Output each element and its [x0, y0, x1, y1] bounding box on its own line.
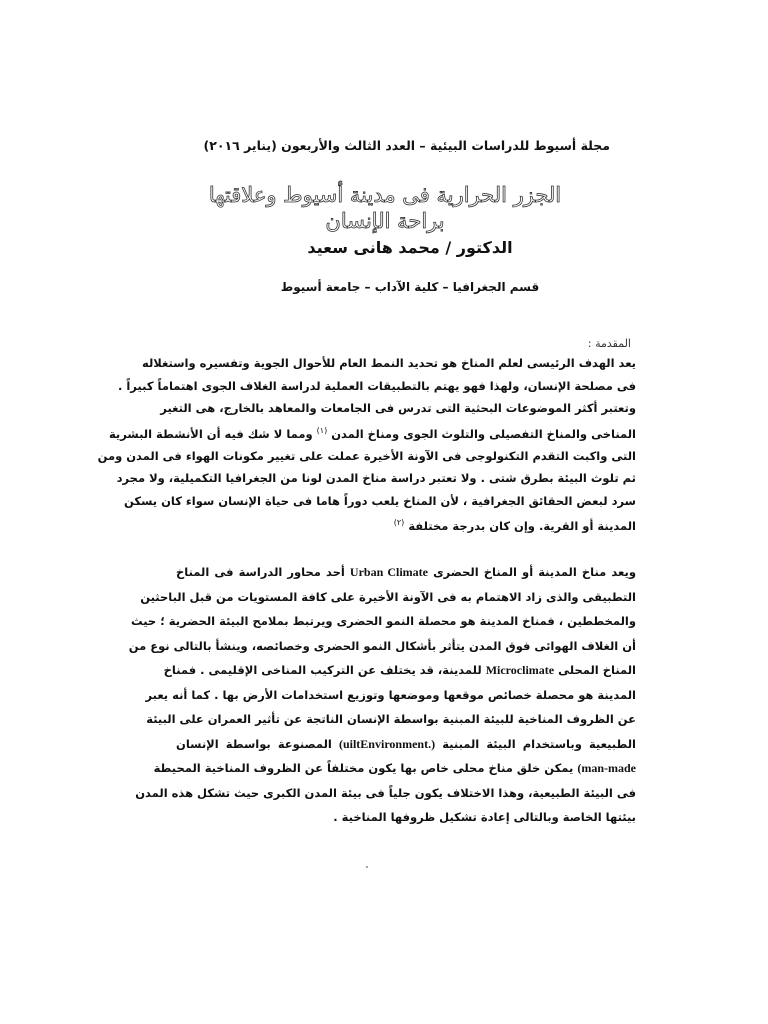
paragraph-1-line: [108, 420, 636, 445]
paragraph-1-segment: المناخى والمناخ التفصيلى والتلوث الجوى ومناخ المدن: [331, 426, 636, 441]
paper-title-line-2: براحة الإنسان: [325, 209, 445, 233]
english-term: (uiltEnvironment.): [338, 736, 436, 751]
paragraph-2-line: [176, 560, 636, 585]
paragraph-2-line: [163, 658, 636, 683]
paragraph-2-line: [153, 756, 636, 781]
paragraph-2-line: [176, 732, 636, 757]
paragraph-2-line: أن الغلاف الهوائى فوق المدن يتأثر بأشكال النمو الحضرى وخصائصه، وينشأ بالتالى نوع من: [128, 638, 636, 653]
paragraph-2-segment: الطبيعية وباستخدام البيئة المبنية: [442, 736, 636, 751]
journal-header: مجلة أسيوط للدراسات البيئية – العدد الثالث والأربعون (يناير ٢٠١٦): [203, 138, 610, 153]
paragraph-1-line: سرد لبعض الحقائق الجغرافية ، لأن المناخ يلعب دوراً هاما فى حياة الإنسان سواء كان يسكن: [124, 493, 636, 508]
paragraph-2-line: المدينة هو محصلة خصائص موقعها وموضعها وتوزيع استخدامات الأرض بها . كما أنه يعبر: [145, 687, 636, 702]
paragraph-2-segment: للمدينة، قد يختلف عن التركيب المناخى الإقليمى . فمناخ: [163, 663, 482, 677]
paragraph-2-segment: ويعد مناخ المدينة أو المناخ الحضرى: [433, 565, 636, 579]
paragraph-1-line: ثم تلوث البيئة بطرق شتى . ولا تعتبر دراسة مناخ المدن لونا من الجغرافيا التكميلية، ولا مجرد: [116, 471, 636, 486]
english-term: Microclimate: [485, 663, 555, 677]
paragraph-2-segment: أحد محاور الدراسة فى المناخ: [176, 565, 345, 579]
paragraph-2-line: بيئتها الخاصة وبالتالى إعادة تشكيل ظروفها المناخية .: [333, 810, 636, 824]
paragraph-2: [128, 560, 636, 830]
paragraph-1-line: فى مصلحة الإنسان، ولهذا فهو يهتم بالتطبيقات العملية لدراسة الغلاف الجوى اهتماماً كبيراً .: [117, 378, 636, 393]
paragraph-2-segment: المصنوعة بواسطة الإنسان: [176, 736, 332, 751]
paper-title-line-1: الجزر الحرارية فى مدينة أسيوط وعلاقتها: [208, 183, 562, 207]
paragraph-2-segment: المناخ المحلى: [558, 663, 636, 677]
section-heading-introduction: المقدمة :: [587, 337, 631, 350]
paragraph-2-line: والمخططين ، فمناخ المدينة هو محصلة النمو الحضرى ويرتبط بملامح البيئة الحضرية ؛ حيث: [131, 614, 636, 628]
paragraph-2-line: عن الظروف المناخية للبيئة المبنية بواسطة الإنسان الناتجة عن تأثير العمران على البيئة: [146, 712, 636, 726]
paragraph-2-segment: يمكن خلق مناخ محلى خاص بها يكون مختلفاً عن الظروف المناخية المحيطة: [153, 761, 574, 775]
paragraph-1-line: التى واكبت التقدم التكنولوجى فى الآونة الأخيرة عملت على تغيير مكونات الهواء فى المدن ومن: [97, 448, 636, 463]
paragraph-1-line: يعد الهدف الرئيسى لعلم المناخ هو تحديد النمط العام للأحوال الجوية وتفسيره واستغلاله: [142, 356, 636, 370]
paragraph-2-line: فى البيئة الطبيعية، وهذا الاختلاف يكون جلياً فى بيئة المدن الكبرى حيث تشكل هذه المدن: [135, 785, 636, 800]
page-mark: [366, 866, 368, 868]
paragraph-1-line: [176, 512, 636, 537]
footnote-ref: (١): [316, 425, 328, 435]
english-term: Urban Climate: [349, 565, 428, 579]
paragraph-1-line: وتعتبر أكثر الموضوعات البحثية التى تدرس فى الجامعات والمعاهد بالخارج، هى التغير: [160, 401, 636, 415]
english-term: (man-made: [577, 761, 636, 775]
paragraph-1: [97, 352, 636, 538]
author-affiliation: قسم الجغرافيا – كلية الآداب – جامعة أسيوط: [280, 280, 540, 294]
paragraph-1-segment: ومما لا شك فيه أن الأنشطة البشرية: [108, 426, 313, 441]
paragraph-2-line: التطبيقى والذى زاد الاهتمام به فى الآونة الأخيرة على كافة المستويات من قبل الباحثين: [140, 589, 636, 604]
paragraph-1-segment: المدينة أو القرية. وإن كان بدرجة مختلفة: [408, 519, 636, 534]
author-name: الدكتور / محمد هانى سعيد: [307, 238, 513, 257]
footnote-ref: (٢): [393, 518, 405, 528]
paper-title: [150, 182, 620, 234]
